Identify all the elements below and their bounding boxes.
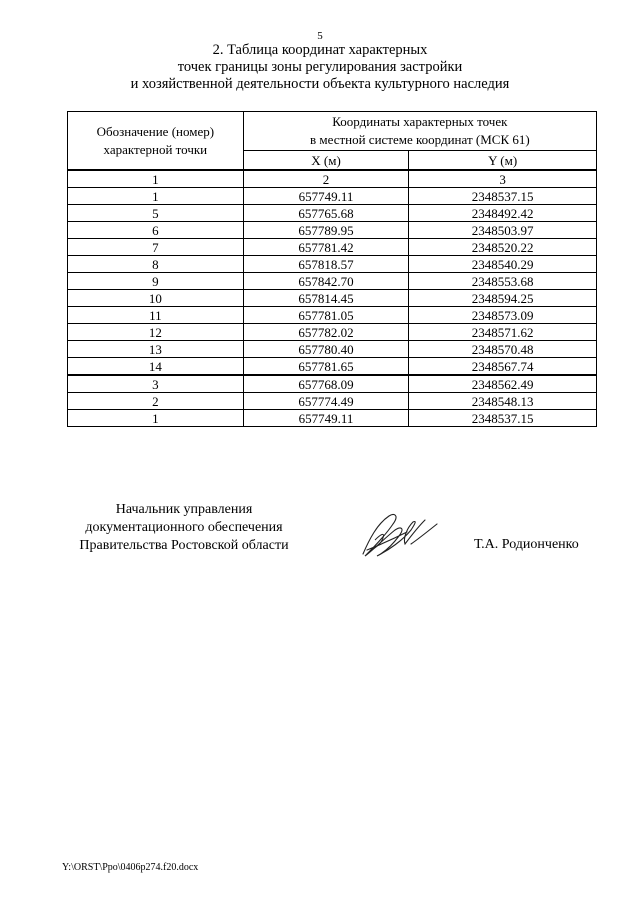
x-coordinate-cell: 657749.11 — [243, 410, 409, 427]
handwritten-signature — [355, 510, 440, 560]
table-row — [68, 222, 597, 239]
table-row — [68, 393, 597, 410]
point-number-cell: 10 — [68, 290, 244, 307]
title-line-3: и хозяйственной деятельности объекта культурного наследия — [130, 76, 510, 92]
y-coordinate-cell: 2348571.62 — [409, 324, 597, 341]
x-coordinate-cell: 657842.70 — [243, 273, 409, 290]
point-number-cell: 1 — [68, 410, 244, 427]
page-number: 5 — [317, 30, 323, 42]
document-title — [0, 42, 640, 93]
y-coordinate-cell: 2348548.13 — [409, 393, 597, 410]
x-coordinate-cell: 657774.49 — [243, 393, 409, 410]
coordinates-table — [67, 111, 597, 427]
y-coordinate-cell: 2348537.15 — [409, 188, 597, 205]
table-row — [68, 290, 597, 307]
point-number-header-line-2: характерной точки — [103, 141, 208, 157]
table-row — [68, 188, 597, 205]
signatory-position — [66, 501, 302, 555]
y-coordinate-cell: 2348553.68 — [409, 273, 597, 290]
file-path-footer: Y:\ORST\Ppo\0406p274.f20.docx — [62, 862, 199, 873]
x-coordinate-cell: 657781.05 — [243, 307, 409, 324]
table-row — [68, 256, 597, 273]
y-coordinate-cell: 2348540.29 — [409, 256, 597, 273]
y-coordinate-cell: 2348520.22 — [409, 239, 597, 256]
y-coordinate-cell: 2348594.25 — [409, 290, 597, 307]
x-coordinate-cell: 657780.40 — [243, 341, 409, 358]
index-cell-3: 3 — [409, 170, 597, 188]
point-number-cell: 14 — [68, 358, 244, 376]
y-coordinate-cell: 2348573.09 — [409, 307, 597, 324]
y-coordinate-cell: 2348570.48 — [409, 341, 597, 358]
y-coordinate-cell: 2348503.97 — [409, 222, 597, 239]
x-coordinate-cell: 657768.09 — [243, 375, 409, 393]
table-row — [68, 307, 597, 324]
coordinates-header-line-1: Координаты характерных точек — [332, 114, 508, 129]
y-coordinate-cell: 2348567.74 — [409, 358, 597, 376]
point-number-cell: 11 — [68, 307, 244, 324]
point-number-cell: 12 — [68, 324, 244, 341]
signatory-name: Т.А. Родионченко — [474, 537, 579, 552]
title-line-1: 2. Таблица координат характерных — [212, 42, 428, 58]
x-coordinate-cell: 657765.68 — [243, 205, 409, 222]
point-number-cell: 5 — [68, 205, 244, 222]
point-number-cell: 1 — [68, 188, 244, 205]
point-number-cell: 13 — [68, 341, 244, 358]
y-header: Y (м) — [409, 151, 597, 171]
x-coordinate-cell: 657814.45 — [243, 290, 409, 307]
point-number-header — [68, 112, 244, 171]
table-row — [68, 205, 597, 222]
x-coordinate-cell: 657749.11 — [243, 188, 409, 205]
y-coordinate-cell: 2348562.49 — [409, 375, 597, 393]
y-coordinate-cell: 2348492.42 — [409, 205, 597, 222]
title-line-2: точек границы зоны регулирования застройки — [177, 59, 463, 75]
table-row — [68, 375, 597, 393]
x-coordinate-cell: 657818.57 — [243, 256, 409, 273]
table-row — [68, 324, 597, 341]
table-row — [68, 358, 597, 376]
x-coordinate-cell: 657781.65 — [243, 358, 409, 376]
point-number-cell: 9 — [68, 273, 244, 290]
index-cell-2: 2 — [243, 170, 409, 188]
point-number-cell: 3 — [68, 375, 244, 393]
x-coordinate-cell: 657781.42 — [243, 239, 409, 256]
y-coordinate-cell: 2348537.15 — [409, 410, 597, 427]
x-coordinate-cell: 657782.02 — [243, 324, 409, 341]
position-line-1: Начальник управления — [115, 502, 253, 517]
coordinates-header — [243, 112, 596, 151]
coordinates-header-line-2: в местной системе координат (МСК 61) — [309, 132, 530, 147]
point-number-cell: 7 — [68, 239, 244, 256]
position-line-2: документационного обеспечения — [85, 520, 283, 535]
table-row — [68, 273, 597, 290]
x-header: X (м) — [243, 151, 409, 171]
position-line-3: Правительства Ростовской области — [79, 538, 289, 553]
table-row — [68, 341, 597, 358]
index-cell-1: 1 — [68, 170, 244, 188]
point-number-cell: 8 — [68, 256, 244, 273]
point-number-header-line-1: Обозначение (номер) — [96, 123, 215, 139]
x-coordinate-cell: 657789.95 — [243, 222, 409, 239]
table-row — [68, 410, 597, 427]
point-number-cell: 6 — [68, 222, 244, 239]
table-row — [68, 239, 597, 256]
coordinates-body — [68, 188, 597, 427]
point-number-cell: 2 — [68, 393, 244, 410]
